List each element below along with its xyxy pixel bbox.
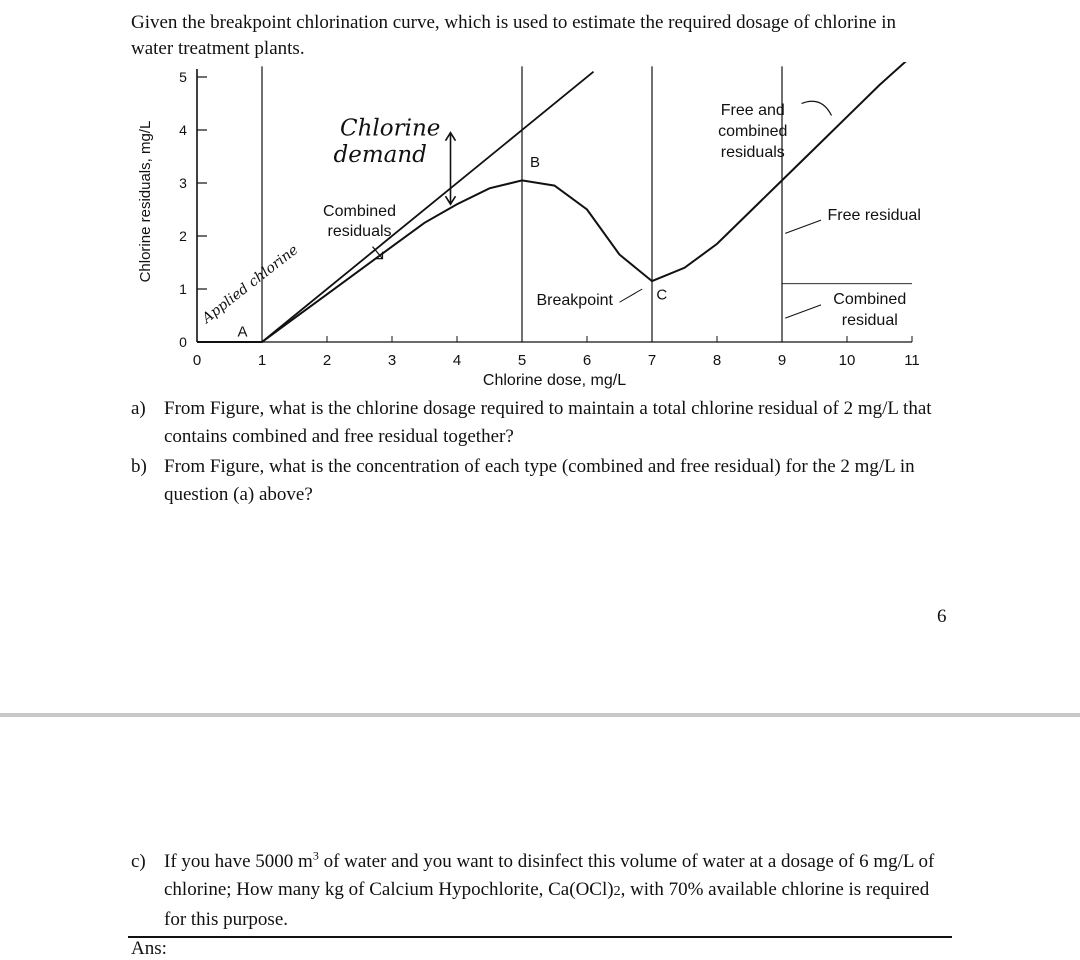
chart-ticks [179,69,920,369]
breakpoint-pointer [620,289,643,302]
x-tick-label-9: 9 [777,352,787,369]
intro-text: Given the breakpoint chlorination curve, which is used to estimate the required dosage of chlorine in water treatment plants. [131,12,897,59]
x-tick-label-2: 2 [322,352,332,369]
x-tick-label-8: 8 [712,352,722,369]
page-number: 6 [937,606,947,627]
y-tick-label-3: 3 [179,175,187,191]
y-tick-label-2: 2 [179,228,187,244]
x-axis-title: Chlorine dose, mg/L [482,372,627,389]
handwritten-applied-chlorine: Applied chlorine [199,242,302,327]
question-a-text: From Figure, what is the chlorine dosage required to maintain a total chlorine residual of 2 mg/L that contains combined and free residual together? [164,398,932,447]
x-tick-label-6: 6 [582,352,592,369]
x-tick-label-10: 10 [838,352,856,369]
handwritten-demand: demand [333,141,427,168]
free-combined-pointer [802,101,832,115]
breakpoint-chlorination-chart [125,62,955,397]
x-tick-label-7: 7 [647,352,657,369]
annotation-combined-residuals-2: residuals [327,223,392,240]
x-tick-label-11: 11 [904,352,920,369]
x-tick-label-4: 4 [452,352,462,369]
free-residual-pointer [785,220,821,233]
x-tick-label-3: 3 [387,352,397,369]
y-tick-label-5: 5 [179,69,187,85]
annotation-free-and-combined-3: residuals [720,144,785,162]
question-c-label: c) [131,851,146,872]
question-c-text: If you have 5000 $m^3$ of water and you want to disinfect this volume of water at a dosage of 6 mg/L of chlorine; How many kg of Calcium Hypochlorite, Ca(OCl)2, with 70% available chlorine is required for this purpose. [164,848,935,930]
y-axis-title: Chlorine residuals, mg/L [137,120,154,283]
point-label-a: A [237,323,248,341]
page-divider [0,713,1080,717]
annotation-combined-residuals-1: Combined [323,202,396,220]
answer-label: Ans: [131,938,167,959]
annotation-free-residual: Free residual [827,207,921,225]
annotation-free-and-combined-1: Free and [720,102,785,120]
annotation-combined-residual-1: Combined [833,290,907,308]
handwritten-chlorine: Chlorine [340,115,441,142]
y-tick-label-0: 0 [179,334,187,350]
x-tick-label-5: 5 [517,352,527,369]
question-a-label: a) [131,398,146,419]
y-tick-label-1: 1 [179,281,187,297]
point-label-c: C [656,286,668,304]
x-tick-label-1: 1 [257,352,267,369]
y-tick-label-4: 4 [179,122,187,138]
combined-residual-pointer [785,305,821,318]
x-tick-label-0: 0 [192,352,202,369]
answer-rule [128,936,952,938]
annotation-free-and-combined-2: combined [718,123,788,141]
annotation-combined-residual-2: residual [841,312,898,330]
question-b-text: From Figure, what is the concentration of each type (combined and free residual) for the 2 mg/L in question (a) above? [164,456,915,505]
question-b-label: b) [131,456,147,477]
annotation-breakpoint: Breakpoint [536,291,613,309]
point-label-b: B [529,154,541,172]
chart-labels [137,101,921,389]
